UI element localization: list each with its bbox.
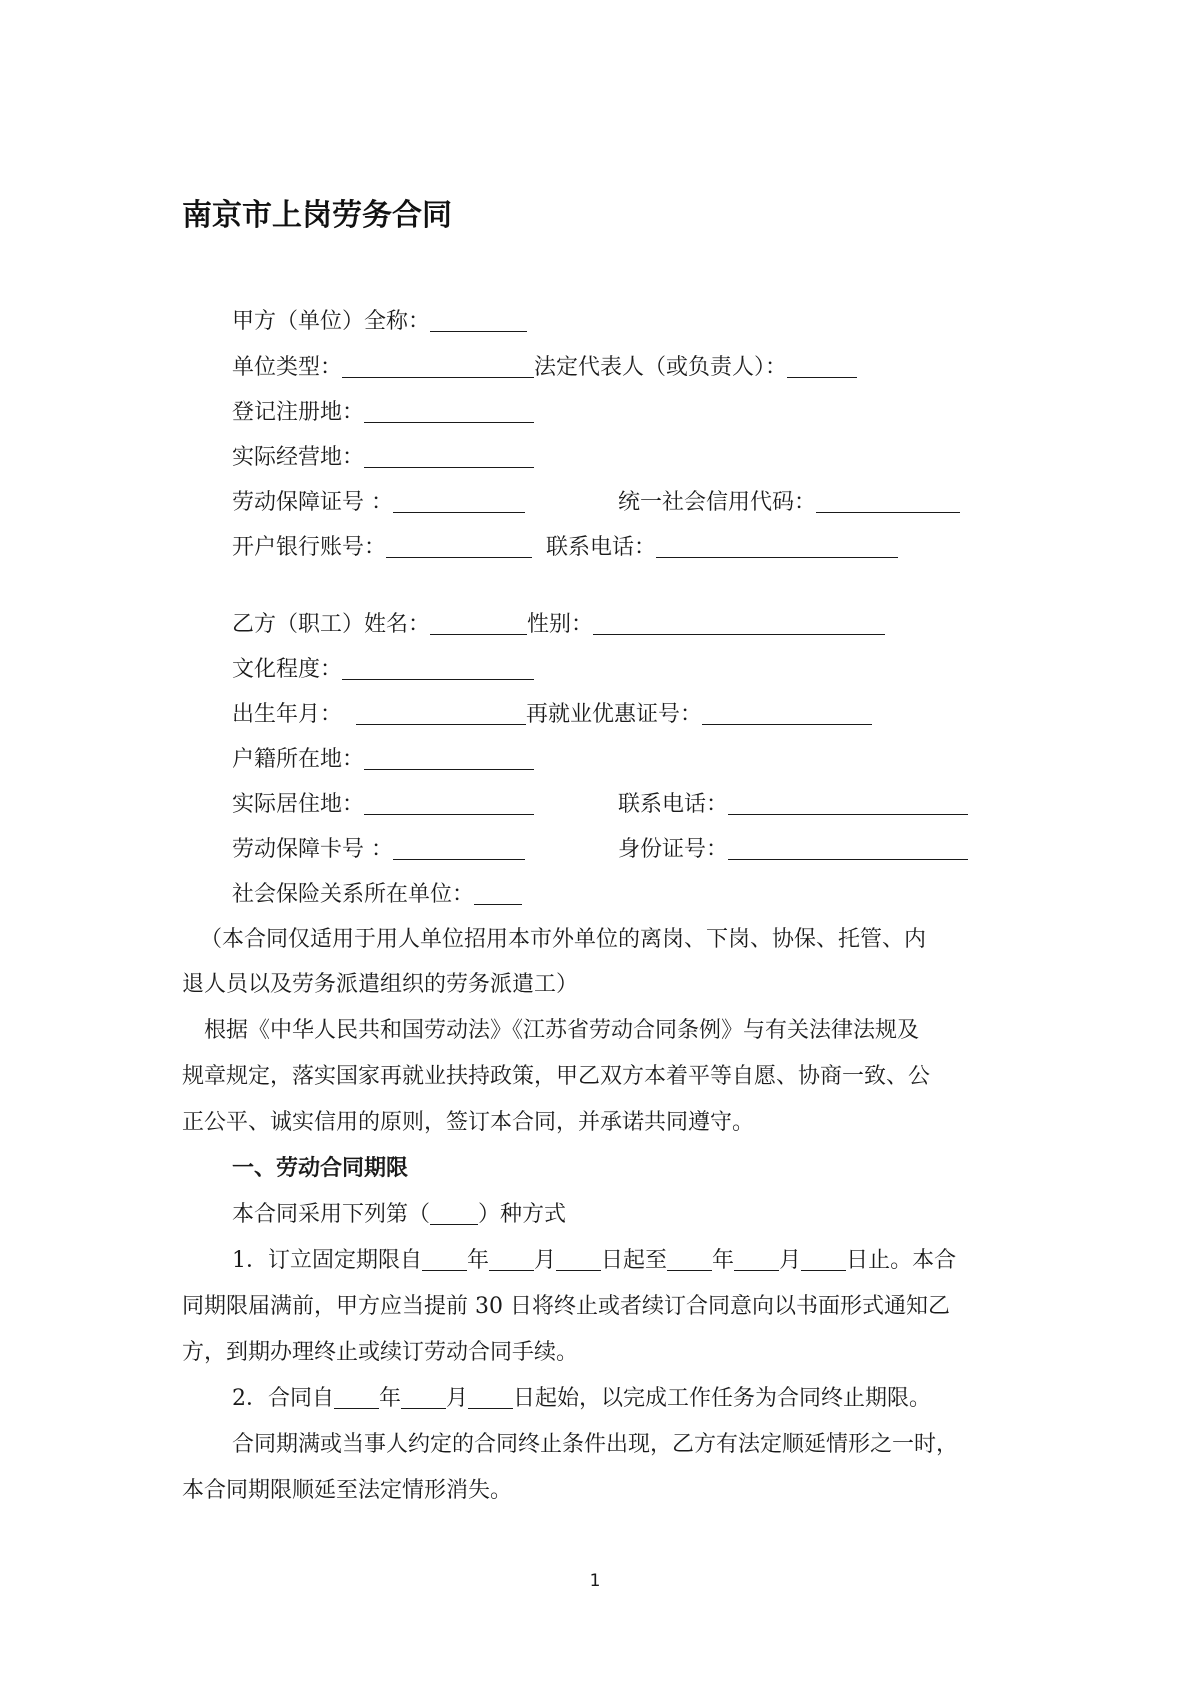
preamble-line-2: 规章规定，落实国家再就业扶持政策，甲乙双方本着平等自愿、协商一致、公 — [182, 1064, 931, 1089]
day-from-label: 日起至 — [601, 1248, 668, 1273]
party-a-labor-cert-row — [232, 488, 525, 518]
scope-note-line-1: （本合同仅适用于用人单位招用本市外单位的离岗、下岗、协保、托管、内 — [200, 927, 927, 952]
item-2-year-field[interactable] — [334, 1386, 379, 1409]
item-2-day-field[interactable] — [468, 1386, 513, 1409]
party-b-id-field[interactable] — [728, 837, 968, 860]
party-a-reg-address-field[interactable] — [364, 400, 534, 423]
party-a-legal-rep-label: 法定代表人（或负责人）： — [534, 355, 788, 380]
party-b-labor-card-field[interactable] — [393, 837, 525, 860]
party-b-labor-card-row — [232, 835, 525, 865]
item-2-suffix: 日起始，以完成工作任务为合同终止期限。 — [513, 1386, 932, 1411]
party-a-full-name-row — [232, 307, 527, 337]
party-b-hukou-field[interactable] — [364, 747, 534, 770]
party-b-education-row — [232, 655, 534, 685]
month-label: 月 — [534, 1248, 557, 1273]
party-b-hukou-row — [232, 745, 534, 775]
party-b-social-ins-field[interactable] — [474, 882, 522, 905]
item-1-start-year-field[interactable] — [422, 1248, 467, 1271]
party-b-residence-label: 实际居住地： — [232, 792, 365, 817]
item-2-month-field[interactable] — [401, 1386, 446, 1409]
party-b-birth-field[interactable] — [356, 702, 526, 725]
party-b-phone-row — [618, 790, 968, 820]
item-1-line-1 — [232, 1246, 956, 1276]
item-1-prefix: 1．订立固定期限自 — [232, 1248, 422, 1273]
party-b-name-label: 乙方（职工）姓名： — [232, 612, 431, 637]
party-b-reemploy-cert-field[interactable] — [702, 702, 872, 725]
year-label: 年 — [712, 1248, 735, 1273]
party-a-actual-address-label: 实际经营地： — [232, 445, 365, 470]
extension-line-1: 合同期满或当事人约定的合同终止条件出现，乙方有法定顺延情形之一时， — [232, 1432, 959, 1457]
party-b-phone-field[interactable] — [728, 792, 968, 815]
month-label: 月 — [779, 1248, 802, 1273]
party-b-social-ins-row — [232, 880, 522, 910]
party-a-actual-address-field[interactable] — [364, 445, 534, 468]
party-b-gender-field[interactable] — [593, 612, 885, 635]
party-b-birth-label: 出生年月： — [232, 702, 343, 727]
party-a-credit-code-row — [618, 488, 960, 518]
party-a-labor-cert-label: 劳动保障证号 ： — [232, 490, 393, 515]
party-a-bank-account-field[interactable] — [386, 535, 532, 558]
party-b-hukou-label: 户籍所在地： — [232, 747, 365, 772]
party-a-reg-address-label: 登记注册地： — [232, 400, 365, 425]
party-b-residence-row — [232, 790, 534, 820]
item-1-end-day-field[interactable] — [801, 1248, 846, 1271]
year-label: 年 — [467, 1248, 490, 1273]
month-label: 月 — [446, 1386, 469, 1411]
item-1-line-3: 方，到期办理终止或续订劳动合同手续。 — [182, 1340, 579, 1365]
party-b-reemploy-cert-label: 再就业优惠证号： — [526, 702, 703, 727]
item-1-end-year-field[interactable] — [667, 1248, 712, 1271]
party-b-phone-label: 联系电话： — [618, 792, 729, 817]
party-a-labor-cert-field[interactable] — [393, 490, 525, 513]
party-a-bank-account-label: 开户银行账号： — [232, 535, 387, 560]
party-a-credit-code-label: 统一社会信用代码： — [618, 490, 817, 515]
party-b-gender-label: 性别： — [527, 612, 594, 637]
day-end-label: 日止。本合 — [846, 1248, 957, 1273]
extension-line-2: 本合同期限顺延至法定情形消失。 — [182, 1478, 513, 1503]
item-1-start-month-field[interactable] — [489, 1248, 534, 1271]
section-1-heading: 一、劳动合同期限 — [232, 1156, 409, 1181]
choice-prefix: 本合同采用下列第（ — [232, 1202, 431, 1227]
choice-suffix: ）种方式 — [478, 1202, 567, 1227]
party-a-credit-code-field[interactable] — [816, 490, 960, 513]
party-a-unit-type-row — [232, 353, 857, 383]
party-b-social-ins-label: 社会保险关系所在单位： — [232, 882, 475, 907]
item-2-line — [232, 1384, 931, 1414]
party-a-unit-type-label: 单位类型： — [232, 355, 343, 380]
item-2-prefix: 2．合同自 — [232, 1386, 334, 1411]
party-b-name-row — [232, 610, 885, 640]
item-1-line-2: 同期限届满前，甲方应当提前 30 日将终止或者续订合同意向以书面形式通知乙 — [182, 1294, 950, 1319]
preamble-line-1: 根据《中华人民共和国劳动法》《江苏省劳动合同条例》与有关法律法规及 — [204, 1018, 920, 1043]
party-a-phone-label: 联系电话： — [546, 535, 657, 560]
party-b-education-field[interactable] — [342, 657, 534, 680]
party-b-residence-field[interactable] — [364, 792, 534, 815]
party-b-education-label: 文化程度： — [232, 657, 343, 682]
choice-field[interactable] — [430, 1202, 478, 1225]
section-1-choice-row — [232, 1200, 566, 1230]
document-title: 南京市上岗劳务合同 — [182, 198, 452, 233]
item-1-end-month-field[interactable] — [734, 1248, 779, 1271]
party-b-birth-row — [232, 700, 872, 730]
party-a-actual-address-row — [232, 443, 534, 473]
party-a-full-name-label: 甲方（单位）全称： — [232, 309, 431, 334]
party-a-legal-rep-field[interactable] — [787, 355, 857, 378]
party-a-phone-field[interactable] — [656, 535, 898, 558]
party-a-reg-address-row — [232, 398, 534, 428]
party-b-id-row — [618, 835, 968, 865]
page-number: 1 — [589, 1571, 601, 1591]
party-a-full-name-field[interactable] — [430, 309, 527, 332]
year-label: 年 — [379, 1386, 402, 1411]
party-a-unit-type-field[interactable] — [342, 355, 534, 378]
scope-note-line-2: 退人员以及劳务派遣组织的劳务派遣工） — [182, 972, 579, 997]
party-a-bank-row — [232, 533, 898, 563]
item-1-start-day-field[interactable] — [556, 1248, 601, 1271]
party-b-name-field[interactable] — [430, 612, 527, 635]
party-b-labor-card-label: 劳动保障卡号 ： — [232, 837, 393, 862]
party-b-id-label: 身份证号： — [618, 837, 729, 862]
preamble-line-3: 正公平、诚实信用的原则，签订本合同，并承诺共同遵守。 — [182, 1110, 755, 1135]
